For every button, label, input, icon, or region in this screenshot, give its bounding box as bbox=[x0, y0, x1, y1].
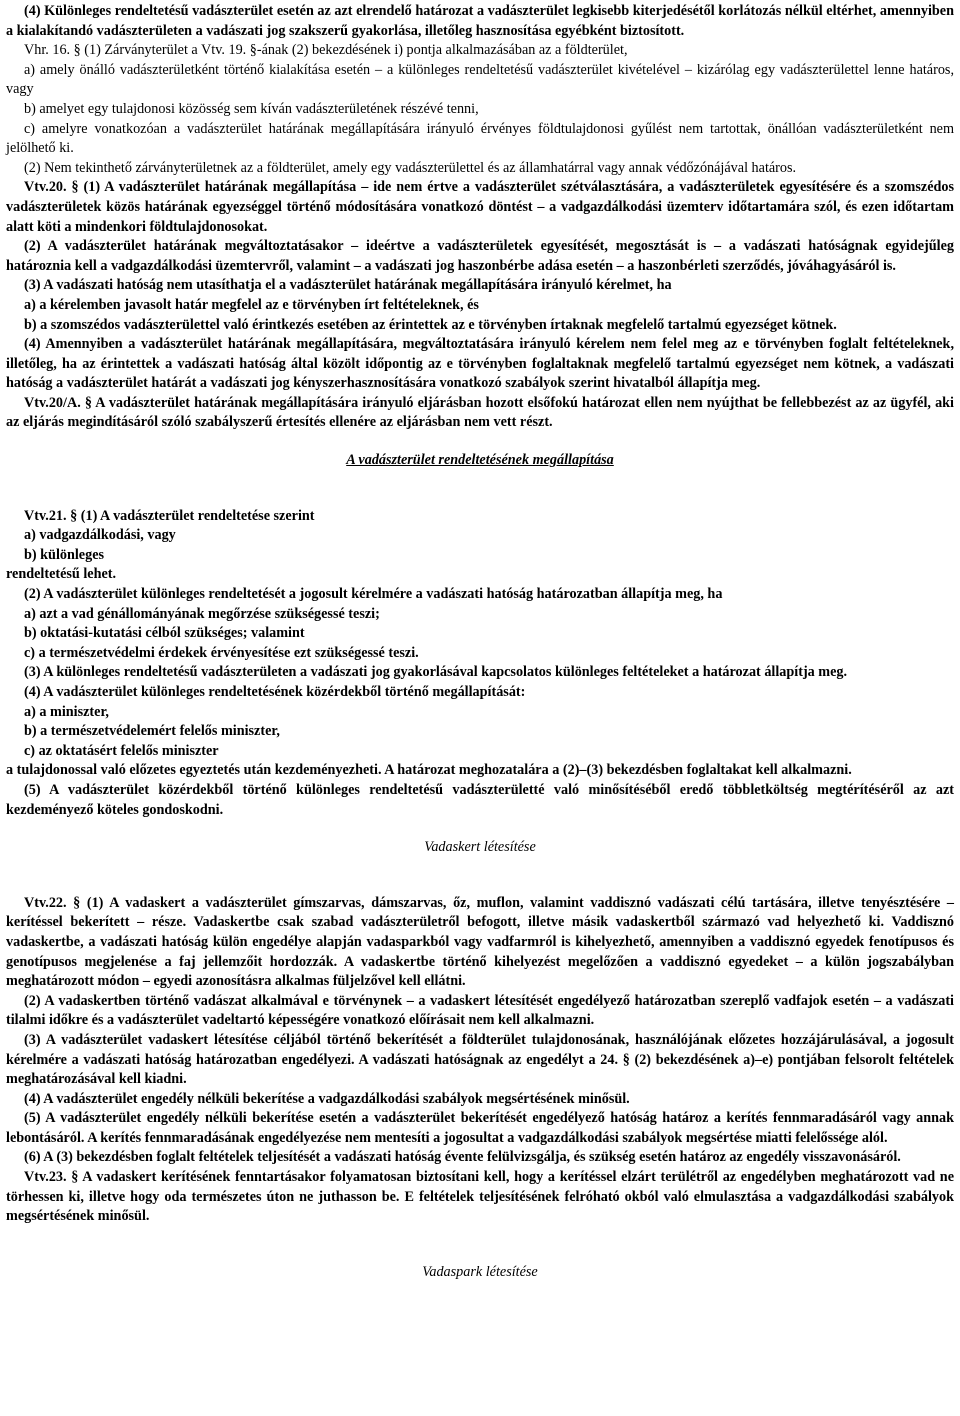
paragraph: b) a természetvédelemért felelős miniszter, bbox=[24, 723, 280, 740]
paragraph: b) különleges bbox=[24, 546, 105, 563]
paragraph: (6) A (3) bekezdésben foglalt feltételek teljesítését a vadászati hatóság évente felülvizsgálja, és szükség esetén határoz az engedély visszavonásáról. bbox=[24, 1149, 901, 1166]
paragraph: a) vadgazdálkodási, vagy bbox=[24, 527, 176, 544]
section-boundaries bbox=[6, 2, 954, 433]
paragraph: Vtv.20. § (1) A vadászterület határának megállapítása – ide nem értve a vadászterület szétválasztására, a vadászterületek egyesítésére és a szomszédos vadászterületek közös határának egyezséggel történő módosítására vonatkozó döntést – a vadgazdálkodási üzemterv időtartamára szól, és ezen időtartam alatt köti a mindenkori földtulajdonosokat. bbox=[6, 179, 954, 235]
paragraph: (5) A vadászterület engedély nélküli bekerítése esetén a vadászterület bekerítését engedélyező hatóság határoz a kerítés fennmaradásáról vagy annak lebontásáról. A kerítés fennmaradásának engedélyezése nem mentesíti a jogosultat a vadgazdálkodási szabályok megsértése miatti felelőssége alól. bbox=[6, 1110, 954, 1146]
paragraph: b) a szomszédos vadászterülettel való érintkezés esetében az érintettek az e törvényben írtaknak megfelelő tartalmú egyezséget kötnek. bbox=[24, 316, 837, 333]
paragraph: (3) A vadászterület vadaskert létesítése céljából történő bekerítését a földterület tulajdonosának, használójának előzetes hozzájárulásával, a jogosult kérelmére a vadászati hatóság határozatban engedélyezi. A vadászati hatóságnak az engedélyt a 24. § (2) bekezdésének a)–e) pontjában felsorolt feltételek meghatározásával kell kiadni. bbox=[6, 1031, 954, 1088]
paragraph: b) oktatási-kutatási célból szükséges; valamint bbox=[24, 625, 305, 642]
paragraph: (2) A vadaskertben történő vadászat alkalmával e törvénynek – a vadaskert létesítését engedélyező határozatban szereplő vadfajok esetén – a vadászati tilalmi időkre és a vadászterület vadeltartó képességére vonatkozó előírásait nem kell alkalmazni. bbox=[6, 992, 954, 1029]
paragraph: rendeltetésű lehet. bbox=[6, 566, 117, 583]
heading-game-park: Vadaspark létesítése bbox=[422, 1263, 538, 1280]
paragraph: (4) A vadászterület különleges rendeltetésének közérdekből történő megállapítását: bbox=[24, 684, 526, 700]
paragraph: (2) A vadászterület határának megváltoztatásakor – ideértve a vadászterületek egyesítését, megosztását is – a vadászati hatóságnak egyidejűleg határoznia kell a vadgazdálkodási üzemtervről, valamint – a vadászati jog haszonbérbe adása esetén – a haszonbérleti szerződés, jóváhagyásáról is. bbox=[6, 238, 954, 274]
paragraph: (5) A vadászterület közérdekből történő különleges rendeltetésű vadászterületté való minősítéséből eredő többletköltség megtérítéséről az azt kezdeményező köteles gondoskodni. bbox=[6, 781, 954, 818]
paragraph: a) a kérelemben javasolt határ megfelel az e törvényben írt feltételeknek, és bbox=[24, 296, 479, 313]
paragraph: b) amelyet egy tulajdonosi közösség sem kíván vadászterületének részévé tenni, bbox=[24, 100, 479, 117]
paragraph: (4) Különleges rendeltetésű vadászterület esetén az azt elrendelő határozat a vadászterület legkisebb kiterjedésétől korlátozás nélkül eltérhet, amennyiben a kialakítandó vadászterületen a vadászati jog szakszerű gyakorlása, illetőleg hasznosítása egyébként biztosított. bbox=[6, 3, 954, 39]
paragraph: a tulajdonossal való előzetes egyeztetés után kezdeményezheti. A határozat meghozatalára a (2)–(3) bekezdésben foglaltakat kell alkalmazni. bbox=[6, 762, 852, 779]
paragraph: Vtv.22. § (1) A vadaskert a vadászterület gímszarvas, dámszarvas, őz, muflon, valamint vaddisznó vadászati célú tartására, illetve tenyésztésére – kerítéssel bekerített – része. Vadaskertbe csak szabad vadászterületről befogott, illetve másik vadaskertből származó vad helyezhető ki. Vaddisznó vadaskertbe, a vadászati hatóság külön engedélye alapján vadasparkból vagy vadfarmról is kihelyezhető, amennyiben a vaddisznó egyedek fenotípusos és genotípusos megjelenése a faj jellemzőit hordozzák. A vadaskertbe történő kihelyezést megelőzően a vaddisznó egyedeket – a külön jogszabályban meghatározott módon – egyedi azonosításra alkalmas füljelzővel kell ellátni. bbox=[6, 894, 954, 990]
paragraph: (2) Nem tekinthető zárványterületnek az a földterület, amely egy vadászterülettel és az államhatárral vagy annak védőzónájával határos. bbox=[24, 159, 797, 176]
paragraph: (2) A vadászterület különleges rendeltetését a jogosult kérelmére a vadászati hatóság határozatban állapítja meg, ha bbox=[24, 586, 723, 603]
paragraph: (4) A vadászterület engedély nélküli bekerítése a vadgazdálkodási szabályok megsértésének minősül. bbox=[24, 1090, 630, 1107]
paragraph: c) amelyre vonatkozóan a vadászterület határának megállapítására irányuló érvényes földtulajdonosi gyűlést nem tartottak, önállóan vadászterületként nem jelölhető ki. bbox=[6, 120, 954, 157]
paragraph: c) a természetvédelmi érdekek érvényesítése ezt szükségessé teszi. bbox=[24, 644, 419, 661]
heading-game-enclosure: Vadaskert létesítése bbox=[424, 839, 536, 856]
paragraph: a) azt a vad génállományának megőrzése szükségessé teszi; bbox=[24, 605, 380, 622]
paragraph: Vtv.21. § (1) A vadászterület rendeltetése szerint bbox=[24, 507, 315, 524]
paragraph: (4) Amennyiben a vadászterület határának megállapítására, megváltoztatására irányuló kérelem nem felel meg az e törvényben foglalt feltételeknek, illetőleg, ha az érintettek a vadászati hatóság által közölt időpontig az e törvényben foglaltaknak megfelelő tartalmú egyezséget nem kötnek, a vadászati hatóság a vadászterület határát a vadászati jog kényszerhasznosítására vonatkozó szabályok szerint hivatalból állapítja meg. bbox=[6, 336, 954, 392]
paragraph: Vhr. 16. § (1) Zárványterület a Vtv. 19. §-ának (2) bekezdésének i) pontja alkalmazásában az a földterület, bbox=[24, 42, 628, 59]
section-purpose bbox=[6, 507, 954, 821]
paragraph: (3) A különleges rendeltetésű vadászterületen a vadászati jog gyakorlásával kapcsolatos különleges feltételeket a határozat állapítja meg. bbox=[24, 664, 848, 681]
paragraph: a) amely önálló vadászterületként történő kialakítása esetén – a különleges rendeltetésű vadászterület kivételével – kizárólag egy vadászterülettel lenne határos, vagy bbox=[6, 61, 954, 98]
section-game-enclosure bbox=[6, 894, 954, 1227]
paragraph: c) az oktatásért felelős miniszter bbox=[24, 742, 219, 759]
paragraph: a) a miniszter, bbox=[24, 703, 109, 720]
heading-purpose: A vadászterület rendeltetésének megállapítása bbox=[346, 452, 614, 469]
paragraph: Vtv.23. § A vadaskert kerítésének fenntartásakor folyamatosan biztosítani kell, hogy a kerítéssel elzárt terülétről az engedélyben meghatározott vad ne törhessen ki, illetve hogy oda természetes úton ne juthasson be. E feltételek teljesítésének felróható okból való elmulasztása a vadgazdálkodási szabályok megsértésének minősül. bbox=[6, 1169, 954, 1225]
paragraph: Vtv.20/A. § A vadászterület határának megállapítására irányuló eljárásban hozott elsőfokú határozat ellen nem nyújthat be fellebbezést az az ügyfél, aki az eljárás megindításáról szóló szabályszerű értesítés ellenére az eljárásban nem vett részt. bbox=[6, 394, 954, 431]
paragraph: (3) A vadászati hatóság nem utasíthatja el a vadászterület határának megállapítására irányuló kérelmet, ha bbox=[24, 277, 672, 294]
